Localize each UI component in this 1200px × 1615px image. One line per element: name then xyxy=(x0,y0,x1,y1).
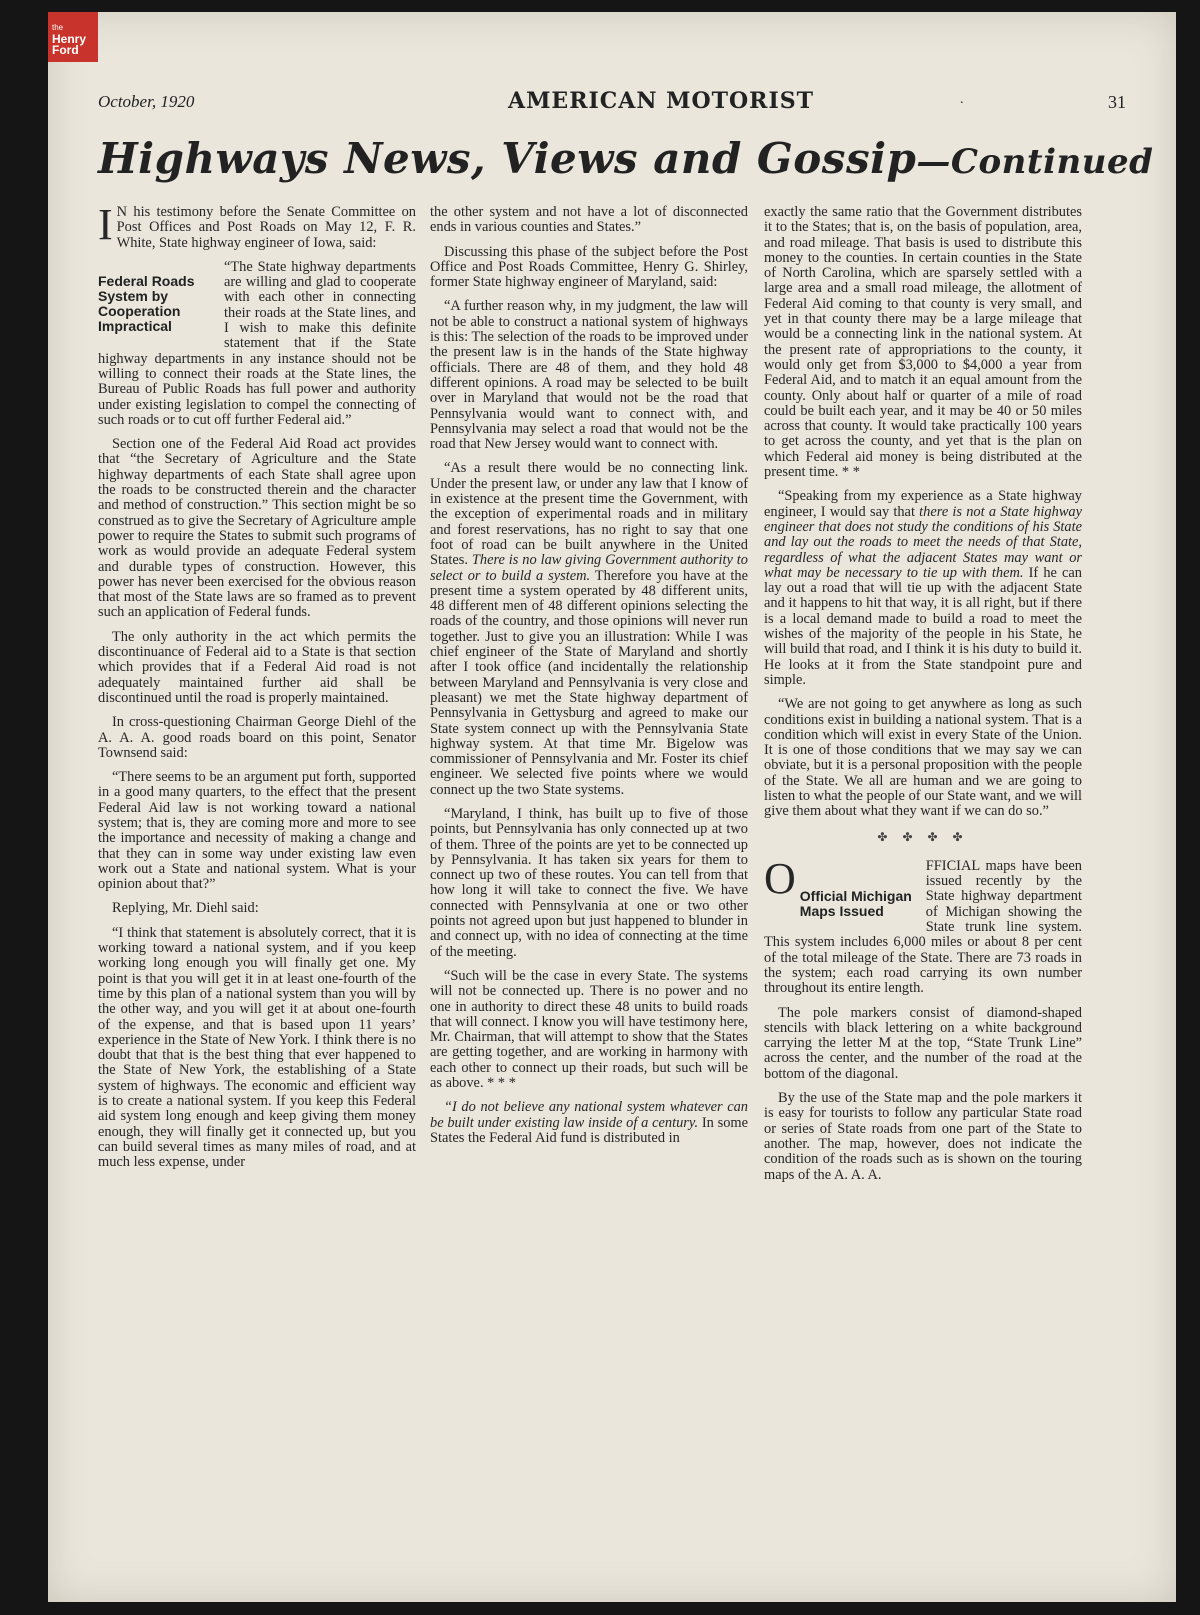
drop-cap: O xyxy=(764,853,796,903)
magazine-page xyxy=(48,12,1176,1602)
paragraph: Replying, Mr. Diehl said: xyxy=(112,900,259,917)
column-2 xyxy=(430,205,748,1155)
paragraph: Discussing this phase of the subject before the Post Office and Post Roads Committee, Henry G. Shirley, former State highway engineer of Maryland, said: xyxy=(430,243,748,291)
paragraph: “I do not believe any national system whatever can be built under existing law inside of a century. In some States the Federal Aid fund is distributed in xyxy=(430,1099,748,1146)
magazine-title: AMERICAN MOTORIST xyxy=(508,88,814,114)
paragraph: “We are not going to get anywhere as long as such conditions exist in building a national system. That is a condition which will exist in every State of the Union. It is one of those conditions that we may say we can obviate, but it is a personal proposition with the people of the State. We all are human and we are going to listen to what the people of our State want, and we will give them about what they want if we can do so.” xyxy=(764,696,1082,820)
section-ornament: ✤ ✤ ✤ ✤ xyxy=(877,829,969,844)
paragraph: “Speaking from my experience as a State highway engineer, I would say that there is not a State highway engineer that does not study the conditions of his State and lay out the roads to meet the needs of that State, regardless of what the adjacent States may want or what may be necessary to tie up with them. If he can lay out a road that will tie up with the adjacent State and it happens to hit that way, it is all right, but if there is a local demand made to build a road to meet the wishes of the majority of the people in his State, he will build that road, and I think it is his duty to build it. He looks at it from the State standpoint pure and simple. xyxy=(764,488,1082,688)
paragraph: exactly the same ratio that the Government distributes it to the States; that is, on the basis of population, area, and road mileage. That basis is used to distribute this money to the counties. In certain counties in the State of North Carolina, which are sparsely settled with a large area and a small road mileage, the allotment of Federal Aid coming to that county is very small, and yet in that county there may be a large mileage that would be a connecting link in the national system. At the present rate of appropriations to the county, it would only get from $3,000 to $4,000 a year from Federal Aid, and to match it an equal amount from the county. Only about half or quarter of a mile of road could be built each year, and it may be 40 or 50 miles across that county. It would take practically 100 years to get across the county, and yet that is the plan on which Federal aid money is being distributed at the present time. * * xyxy=(764,204,1082,481)
paragraph: I N his testimony before the Senate Committee on Post Offices and Post Roads on May 12, F. R. White, State highway engineer of Iowa, said: xyxy=(98,200,416,251)
header-dot: . xyxy=(960,92,964,107)
paragraph: “Maryland, I think, has built up to five of those points, but Pennsylvania has only connected up at two of them. Three of the points are yet to be connected up by Pennsylvania. It has taken six years for them to connect up two of these routes. You can tell from that how long it will take to connect the five. We have connected with Pennsylvania at one or two other points not agreed upon but just happened to blunder in and connect up, with no idea of connecting at the time of the meeting. xyxy=(430,805,748,960)
paragraph: The only authority in the act which permits the discontinuance of Federal aid to a State is that section which provides that if a Federal Aid road is not adequately maintained further aid shall be discontinued until the road is properly maintained. xyxy=(98,628,416,706)
column-1 xyxy=(98,200,416,1180)
paragraph: “There seems to be an argument put forth, supported in a good many quarters, to the effect that the present Federal Aid law is not working toward a national system; that is, they are coming more and more to see the importance and necessity of making a change and that they can in some way under existing law even work out a State and national system. What is your opinion about that?” xyxy=(98,769,416,893)
paragraph: “I think that statement is absolutely correct, that it is working toward a national system, and if you keep working long enough you will finally get one. My point is that you will get it in at least one-fourth of the time by this plan of a national system than you will by the other way, and you will get it at about one-fourth of the expense, and that is based upon 11 years’ experience in the State of New York. I think there is no doubt that that is the best thing that ever happened to the State of New York, the establishing of a State system of highways. The economic and efficient way is to create a national system. If you keep this Federal aid system long enough and keep giving them money enough, they will finally get it connected up, but you can build several times as many miles of road, and at much less expense, under xyxy=(98,924,416,1171)
page-number: 31 xyxy=(1108,92,1126,112)
henry-ford-logo: the Henry Ford xyxy=(48,12,98,62)
paragraph: The pole markers consist of diamond-shaped stencils with black lettering on a white background carrying the letter M at the top, “State Trunk Line” across the center, and the number of the road at the bottom of the diagonal. xyxy=(764,1004,1082,1082)
paragraph: “As a result there would be no connecting link. Under the present law, or under any law that I know of in existence at the present time the Government, with the exception of experimental roads and in military and forest reservations, has no right to say that one foot of road can be built anywhere in the United States. There is no law giving Government authority to select or to build a system. Therefore you have at the present time a system operated by 48 different units, 48 different men of 48 different opinions selecting the roads of the country, and those opinions will never run together. Just to give you an illustration: While I was chief engineer of the State of Maryland and shortly after I took office (and incidentally the relationship between Maryland and Pennsylvania is very close and pleasant) we met the State highway department of Pennsylvania in Gettysburg and agreed to make our State system connect up with the Pennsylvania State highway system. At that time Mr. Bigelow was commissioner of Pennsylvania and Mr. Foster its chief engineer. We selected five points where we would connect up the two State systems. xyxy=(430,460,748,798)
sidebar-heading-michigan: Official Michigan Maps Issued xyxy=(799,887,912,919)
paragraph: “A further reason why, in my judgment, the law will not be able to construct a national system of highways is this: The selection of the roads to be improved under the present law is in the hands of the State highway officials. There are 48 of them, and they hold 48 different opinions. A road may be selected to be built over in Maryland that would not be the road that Pennsylvania would want to connect with, and Pennsylvania may select a road that would not be the road that New Jersey would want to connect with. xyxy=(430,298,748,453)
paragraph: “The State highway departments are willing and glad to cooperate with each other in connecting their roads at the State lines, and I wish to make this definite statement that if the State highway departments in any instance should not be willing to connect their roads at the State lines, the Bureau of Public Roads has full power and authority under existing legislation to compel the connecting of such roads or to cut off further Federal aid.” xyxy=(98,258,416,428)
paragraph: In cross-questioning Chairman George Diehl of the A. A. A. good roads board on this point, Senator Townsend said: xyxy=(98,714,416,761)
sidebar-heading-federal: Federal Roads System by Cooperation Impractical xyxy=(98,272,195,334)
issue-date: October, 1920 xyxy=(98,92,195,111)
paragraph: the other system and not have a lot of disconnected ends in various counties and States.” xyxy=(430,204,748,236)
paragraph: “Such will be the case in every State. The systems will not be connected up. There is no power and no one in authority to direct these 48 units to build roads that will connect. I know you will have testimony here, Mr. Chairman, that will attempt to show that the States are getting together, and are working in harmony with each other to connect up their roads, but such will be as above. * * * xyxy=(430,967,748,1092)
column-3 xyxy=(764,205,1082,1192)
paragraph: O Official Michigan Maps Issued FFICIAL maps have been issued recently by the State highway department of Michigan showing the State trunk line system. This system includes 6,000 miles or about 8 per cent of the total mileage of the State. There are 73 roads in the system; each road carrying its own number throughout its entire length. xyxy=(764,853,1082,997)
paragraph: By the use of the State map and the pole markers it is easy for tourists to follow any particular State road or series of State roads from one part of the State to another. The map, however, does not indicate the condition of the roads such as is shown on the touring maps of the A. A. A. xyxy=(764,1090,1082,1183)
drop-cap: I xyxy=(98,200,113,249)
page-header xyxy=(98,82,1126,112)
article-title: Highways News, Views and Gossip—Continued xyxy=(98,134,1154,183)
paragraph: Section one of the Federal Aid Road act provides that “the Secretary of Agriculture and the State highway departments of each State shall agree upon the roads to be constructed therein and the character and method of construction.” This section might be so construed as to give the Secretary of Agriculture ample power to require the States to submit such programs of work as would provide an adequate Federal system and durable types of construction. However, this power has never been exercised for the obvious reason that most of the State laws are so framed as to prevent such an application of Federal funds. xyxy=(98,436,416,621)
